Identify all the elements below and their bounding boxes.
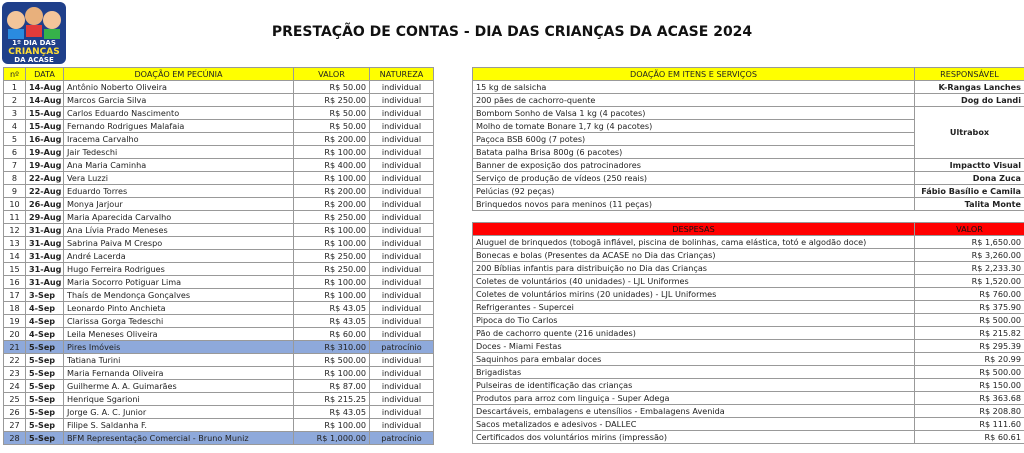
row-nature: individual <box>370 380 434 393</box>
col-header-cash-donation: DOAÇÃO EM PECÚNIA <box>64 68 294 81</box>
row-number: 2 <box>4 94 26 107</box>
row-expense-description: Aluguel de brinquedos (tobogã inflável, piscina de bolinhas, cama elástica, totó e algodão doce) <box>473 236 915 249</box>
row-expense-value: R$ 1,520.00 <box>915 275 1024 288</box>
table-row <box>473 379 1024 392</box>
row-responsible: Dona Zuca <box>915 172 1024 185</box>
row-value: R$ 100.00 <box>294 276 370 289</box>
col-header-responsible: RESPONSÁVEL <box>915 68 1024 81</box>
svg-text:1º DIA DAS: 1º DIA DAS <box>12 39 56 47</box>
row-value: R$ 100.00 <box>294 146 370 159</box>
row-date: 5-Sep <box>26 419 64 432</box>
row-responsible: Fábio Basílio e Camila <box>915 185 1024 198</box>
row-expense-description: 200 Bíblias infantis para distribuição no Dia das Crianças <box>473 262 915 275</box>
row-number: 6 <box>4 146 26 159</box>
row-number: 13 <box>4 237 26 250</box>
row-value: R$ 250.00 <box>294 250 370 263</box>
row-nature: individual <box>370 224 434 237</box>
row-nature: individual <box>370 393 434 406</box>
table-row <box>473 340 1024 353</box>
row-donor-name: Jair Tedeschi <box>64 146 294 159</box>
row-number: 18 <box>4 302 26 315</box>
table-row <box>4 198 434 211</box>
row-donor-name: Guilherme A. A. Guimarães <box>64 380 294 393</box>
row-date: 5-Sep <box>26 354 64 367</box>
row-donor-name: Clarissa Gorga Tedeschi <box>64 315 294 328</box>
row-expense-description: Bonecas e bolas (Presentes da ACASE no Dia das Crianças) <box>473 249 915 262</box>
table-row <box>473 288 1024 301</box>
row-number: 8 <box>4 172 26 185</box>
row-expense-value: R$ 150.00 <box>915 379 1024 392</box>
row-value: R$ 1,000.00 <box>294 432 370 445</box>
row-number: 10 <box>4 198 26 211</box>
row-expense-value: R$ 111.60 <box>915 418 1024 431</box>
row-date: 5-Sep <box>26 341 64 354</box>
row-nature: individual <box>370 367 434 380</box>
table-row <box>4 120 434 133</box>
row-date: 5-Sep <box>26 432 64 445</box>
row-date: 31-Aug <box>26 250 64 263</box>
row-nature: individual <box>370 250 434 263</box>
row-nature: individual <box>370 237 434 250</box>
row-donor-name: Ana Maria Caminha <box>64 159 294 172</box>
row-expense-value: R$ 215.82 <box>915 327 1024 340</box>
row-number: 7 <box>4 159 26 172</box>
row-number: 16 <box>4 276 26 289</box>
table-row <box>4 224 434 237</box>
row-date: 15-Aug <box>26 120 64 133</box>
row-value: R$ 100.00 <box>294 237 370 250</box>
row-number: 3 <box>4 107 26 120</box>
row-expense-value: R$ 500.00 <box>915 314 1024 327</box>
row-nature: individual <box>370 328 434 341</box>
table-row <box>473 405 1024 418</box>
row-donor-name: Thaís de Mendonça Gonçalves <box>64 289 294 302</box>
row-nature: patrocínio <box>370 341 434 354</box>
row-date: 5-Sep <box>26 393 64 406</box>
row-value: R$ 250.00 <box>294 211 370 224</box>
row-nature: individual <box>370 94 434 107</box>
row-item: Batata palha Brisa 800g (6 pacotes) <box>473 146 915 159</box>
row-date: 19-Aug <box>26 159 64 172</box>
row-number: 24 <box>4 380 26 393</box>
row-item: Bombom Sonho de Valsa 1 kg (4 pacotes) <box>473 107 915 120</box>
table-row <box>4 406 434 419</box>
row-nature: patrocínio <box>370 432 434 445</box>
col-header-item-donation: DOAÇÃO EM ITENS E SERVIÇOS <box>473 68 915 81</box>
table-row <box>473 353 1024 366</box>
row-value: R$ 500.00 <box>294 354 370 367</box>
table-row <box>4 94 434 107</box>
row-value: R$ 43.05 <box>294 302 370 315</box>
row-number: 11 <box>4 211 26 224</box>
row-value: R$ 50.00 <box>294 81 370 94</box>
row-responsible: Talita Monte <box>915 198 1024 211</box>
acase-logo <box>2 2 66 64</box>
row-expense-value: R$ 500.00 <box>915 366 1024 379</box>
row-value: R$ 200.00 <box>294 198 370 211</box>
row-value: R$ 87.00 <box>294 380 370 393</box>
row-expense-value: R$ 760.00 <box>915 288 1024 301</box>
row-nature: individual <box>370 159 434 172</box>
row-responsible-merged: Ultrabox <box>915 107 1024 159</box>
table-row <box>473 262 1024 275</box>
table-row <box>473 236 1024 249</box>
row-nature: individual <box>370 133 434 146</box>
row-value: R$ 50.00 <box>294 107 370 120</box>
row-date: 16-Aug <box>26 133 64 146</box>
row-item: Serviço de produção de vídeos (250 reais) <box>473 172 915 185</box>
row-item: 200 pães de cachorro-quente <box>473 94 915 107</box>
row-donor-name: Pires Imóveis <box>64 341 294 354</box>
row-value: R$ 100.00 <box>294 224 370 237</box>
row-date: 4-Sep <box>26 315 64 328</box>
row-date: 31-Aug <box>26 276 64 289</box>
table-row <box>4 133 434 146</box>
row-date: 15-Aug <box>26 107 64 120</box>
row-expense-description: Pão de cachorro quente (216 unidades) <box>473 327 915 340</box>
table-row <box>473 198 1024 211</box>
table-row <box>4 237 434 250</box>
row-expense-value: R$ 208.80 <box>915 405 1024 418</box>
row-donor-name: Eduardo Torres <box>64 185 294 198</box>
row-nature: individual <box>370 81 434 94</box>
row-nature: individual <box>370 120 434 133</box>
col-header-number: nº <box>4 68 26 81</box>
row-donor-name: Monya Jarjour <box>64 198 294 211</box>
row-value: R$ 43.05 <box>294 406 370 419</box>
row-donor-name: Hugo Ferreira Rodrigues <box>64 263 294 276</box>
table-row <box>473 185 1024 198</box>
table-row <box>4 419 434 432</box>
table-row <box>4 159 434 172</box>
row-donor-name: Maria Aparecida Carvalho <box>64 211 294 224</box>
row-date: 4-Sep <box>26 328 64 341</box>
row-nature: individual <box>370 107 434 120</box>
row-number: 28 <box>4 432 26 445</box>
row-nature: individual <box>370 289 434 302</box>
row-value: R$ 100.00 <box>294 419 370 432</box>
row-nature: individual <box>370 419 434 432</box>
row-number: 1 <box>4 81 26 94</box>
row-number: 14 <box>4 250 26 263</box>
row-number: 5 <box>4 133 26 146</box>
row-expense-description: Doces - Miami Festas <box>473 340 915 353</box>
table-row <box>4 302 434 315</box>
row-donor-name: Jorge G. A. C. Junior <box>64 406 294 419</box>
row-expense-description: Certificados dos voluntários mirins (impressão) <box>473 431 915 444</box>
row-expense-description: Descartáveis, embalagens e utensílios - Embalagens Avenida <box>473 405 915 418</box>
row-item: Pelúcias (92 peças) <box>473 185 915 198</box>
row-number: 20 <box>4 328 26 341</box>
row-donor-name: Fernando Rodrigues Malafaia <box>64 120 294 133</box>
row-item: Banner de exposição dos patrocinadores <box>473 159 915 172</box>
col-header-expenses: DESPESAS <box>473 223 915 236</box>
row-number: 22 <box>4 354 26 367</box>
row-donor-name: Leila Meneses Oliveira <box>64 328 294 341</box>
row-expense-description: Refrigerantes - Supercei <box>473 301 915 314</box>
row-expense-value: R$ 60.61 <box>915 431 1024 444</box>
row-date: 5-Sep <box>26 380 64 393</box>
table-row <box>473 249 1024 262</box>
row-date: 14-Aug <box>26 94 64 107</box>
row-expense-value: R$ 363.68 <box>915 392 1024 405</box>
row-expense-description: Coletes de voluntários (40 unidades) - LJL Uniformes <box>473 275 915 288</box>
page-title: PRESTAÇÃO DE CONTAS - DIA DAS CRIANÇAS DA ACASE 2024 <box>271 24 753 40</box>
row-date: 29-Aug <box>26 211 64 224</box>
table-row <box>4 211 434 224</box>
col-header-value: VALOR <box>294 68 370 81</box>
table-row <box>4 315 434 328</box>
table-row <box>473 81 1024 94</box>
row-donor-name: Ana Lívia Prado Meneses <box>64 224 294 237</box>
row-number: 15 <box>4 263 26 276</box>
row-value: R$ 215.25 <box>294 393 370 406</box>
row-donor-name: Leonardo Pinto Anchieta <box>64 302 294 315</box>
row-number: 12 <box>4 224 26 237</box>
row-number: 17 <box>4 289 26 302</box>
row-expense-description: Produtos para arroz com linguiça - Super Adega <box>473 392 915 405</box>
table-row <box>473 275 1024 288</box>
table-row <box>473 172 1024 185</box>
row-responsible: Dog do Landi <box>915 94 1024 107</box>
row-expense-description: Pulseiras de identificação das crianças <box>473 379 915 392</box>
row-item: Molho de tomate Bonare 1,7 kg (4 pacotes) <box>473 120 915 133</box>
table-row <box>4 393 434 406</box>
table-row <box>473 392 1024 405</box>
row-nature: individual <box>370 172 434 185</box>
row-expense-description: Coletes de voluntários mirins (20 unidades) - LJL Uniformes <box>473 288 915 301</box>
table-row <box>4 107 434 120</box>
row-value: R$ 43.05 <box>294 315 370 328</box>
row-date: 5-Sep <box>26 367 64 380</box>
row-donor-name: BFM Representação Comercial - Bruno Muniz <box>64 432 294 445</box>
row-value: R$ 100.00 <box>294 172 370 185</box>
row-number: 25 <box>4 393 26 406</box>
table-row <box>4 432 434 445</box>
table-row <box>4 185 434 198</box>
table-row <box>473 314 1024 327</box>
row-number: 9 <box>4 185 26 198</box>
row-value: R$ 100.00 <box>294 367 370 380</box>
row-nature: individual <box>370 211 434 224</box>
row-value: R$ 50.00 <box>294 120 370 133</box>
table-row <box>4 81 434 94</box>
row-number: 23 <box>4 367 26 380</box>
table-row <box>4 146 434 159</box>
table-row <box>4 354 434 367</box>
item-donations-table <box>472 67 1024 211</box>
row-expense-description: Sacos metalizados e adesivos - DALLEC <box>473 418 915 431</box>
row-donor-name: André Lacerda <box>64 250 294 263</box>
row-expense-value: R$ 20.99 <box>915 353 1024 366</box>
row-donor-name: Marcos Garcia Silva <box>64 94 294 107</box>
col-header-expense-value: VALOR <box>915 223 1024 236</box>
row-item: Brinquedos novos para meninos (11 peças) <box>473 198 915 211</box>
row-nature: individual <box>370 198 434 211</box>
table-row <box>473 94 1024 107</box>
row-value: R$ 200.00 <box>294 185 370 198</box>
row-nature: individual <box>370 354 434 367</box>
row-donor-name: Sabrina Paiva M Crespo <box>64 237 294 250</box>
row-donor-name: Filipe S. Saldanha F. <box>64 419 294 432</box>
row-value: R$ 100.00 <box>294 289 370 302</box>
expenses-table <box>472 222 1024 444</box>
table-row <box>4 367 434 380</box>
table-row <box>473 301 1024 314</box>
row-donor-name: Maria Fernanda Oliveira <box>64 367 294 380</box>
row-nature: individual <box>370 406 434 419</box>
row-date: 22-Aug <box>26 185 64 198</box>
row-expense-description: Saquinhos para embalar doces <box>473 353 915 366</box>
row-responsible: Impactto Visual <box>915 159 1024 172</box>
row-expense-value: R$ 1,650.00 <box>915 236 1024 249</box>
row-nature: individual <box>370 185 434 198</box>
row-number: 4 <box>4 120 26 133</box>
row-date: 31-Aug <box>26 263 64 276</box>
row-expense-description: Brigadistas <box>473 366 915 379</box>
row-nature: individual <box>370 276 434 289</box>
row-number: 19 <box>4 315 26 328</box>
row-donor-name: Vera Luzzi <box>64 172 294 185</box>
table-row <box>473 431 1024 444</box>
row-date: 4-Sep <box>26 302 64 315</box>
row-expense-description: Pipoca do Tio Carlos <box>473 314 915 327</box>
table-row <box>4 328 434 341</box>
row-donor-name: Tatiana Turini <box>64 354 294 367</box>
row-value: R$ 310.00 <box>294 341 370 354</box>
table-row <box>473 159 1024 172</box>
row-number: 26 <box>4 406 26 419</box>
table-row <box>473 327 1024 340</box>
row-nature: individual <box>370 146 434 159</box>
table-row <box>4 341 434 354</box>
table-row <box>4 250 434 263</box>
col-header-nature: NATUREZA <box>370 68 434 81</box>
svg-text:DA ACASE: DA ACASE <box>14 56 54 64</box>
row-value: R$ 60.00 <box>294 328 370 341</box>
table-row <box>473 418 1024 431</box>
row-donor-name: Carlos Eduardo Nascimento <box>64 107 294 120</box>
row-nature: individual <box>370 315 434 328</box>
row-date: 3-Sep <box>26 289 64 302</box>
row-number: 27 <box>4 419 26 432</box>
table-row <box>4 289 434 302</box>
row-donor-name: Henrique Sgarioni <box>64 393 294 406</box>
row-responsible: K-Rangas Lanches <box>915 81 1024 94</box>
row-date: 5-Sep <box>26 406 64 419</box>
table-row <box>4 263 434 276</box>
row-date: 31-Aug <box>26 224 64 237</box>
table-row <box>4 380 434 393</box>
row-nature: individual <box>370 302 434 315</box>
row-donor-name: Antônio Noberto Oliveira <box>64 81 294 94</box>
row-value: R$ 200.00 <box>294 133 370 146</box>
row-date: 19-Aug <box>26 146 64 159</box>
row-donor-name: Maria Socorro Potiguar Lima <box>64 276 294 289</box>
row-item: Paçoca BSB 600g (7 potes) <box>473 133 915 146</box>
row-date: 31-Aug <box>26 237 64 250</box>
table-row <box>4 276 434 289</box>
row-expense-value: R$ 2,233.30 <box>915 262 1024 275</box>
row-value: R$ 400.00 <box>294 159 370 172</box>
table-row <box>4 172 434 185</box>
row-expense-value: R$ 295.39 <box>915 340 1024 353</box>
row-expense-value: R$ 375.90 <box>915 301 1024 314</box>
row-date: 26-Aug <box>26 198 64 211</box>
row-expense-value: R$ 3,260.00 <box>915 249 1024 262</box>
svg-text:CRIANÇAS: CRIANÇAS <box>8 47 60 57</box>
col-header-date: DATA <box>26 68 64 81</box>
row-donor-name: Iracema Carvalho <box>64 133 294 146</box>
table-row <box>473 366 1024 379</box>
table-row <box>473 107 1024 120</box>
row-value: R$ 250.00 <box>294 94 370 107</box>
cash-donations-table <box>3 67 434 445</box>
row-date: 22-Aug <box>26 172 64 185</box>
row-item: 15 kg de salsicha <box>473 81 915 94</box>
row-date: 14-Aug <box>26 81 64 94</box>
row-number: 21 <box>4 341 26 354</box>
row-value: R$ 250.00 <box>294 263 370 276</box>
row-nature: individual <box>370 263 434 276</box>
